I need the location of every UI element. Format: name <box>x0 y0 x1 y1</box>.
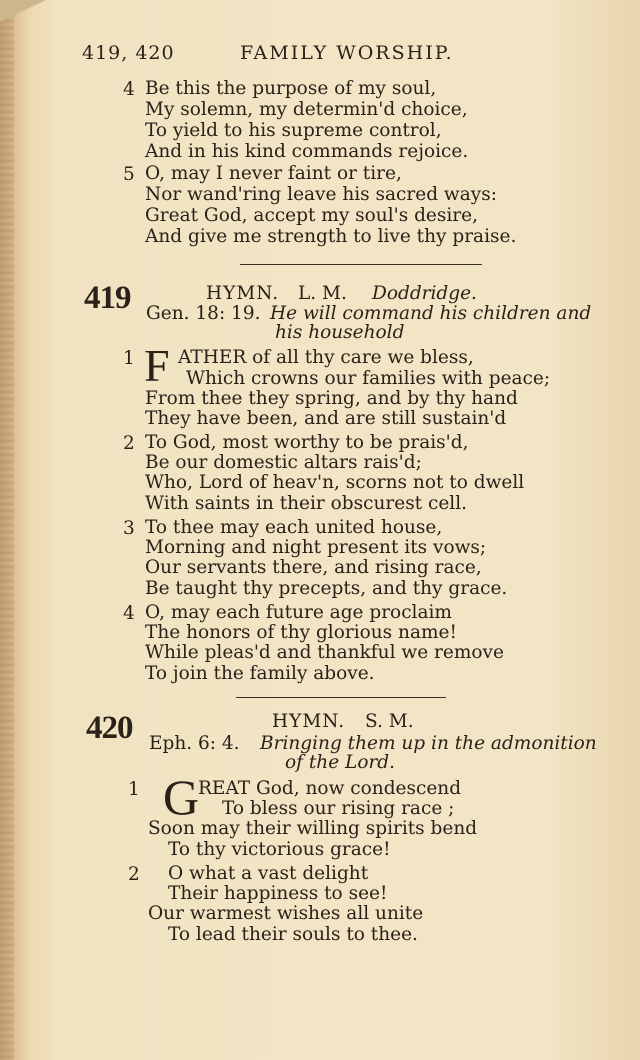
stanza-number: 1 <box>123 348 135 369</box>
hymn-number: 420 <box>86 710 133 746</box>
stanza-number: 2 <box>128 864 140 885</box>
verse-line: And in his kind commands rejoice. <box>145 141 469 162</box>
verse-line: And give me strength to live thy praise. <box>145 226 517 247</box>
epigraph-line: He will command his children and <box>270 303 592 324</box>
verse-line: While pleas'd and thankful we remove <box>145 642 504 663</box>
hymn-meter: L. M. <box>298 283 347 304</box>
folded-corner <box>0 0 46 22</box>
section-divider <box>240 264 482 265</box>
stanza-number: 4 <box>123 79 135 100</box>
verse-line: They have been, and are still sustain'd <box>145 408 507 429</box>
verse-line: The honors of thy glorious name! <box>145 622 457 643</box>
stanza-number: 5 <box>123 164 135 185</box>
verse-line: Nor wand'ring leave his sacred ways: <box>145 184 497 205</box>
verse-line: With saints in their obscurest cell. <box>145 493 468 514</box>
stanza-number: 3 <box>123 518 135 539</box>
section-divider <box>236 697 446 698</box>
drop-cap-letter: G <box>163 769 200 825</box>
header-page-numbers: 419, 420 <box>82 42 175 64</box>
epigraph-line: his household <box>275 322 405 343</box>
verse-line: To thee may each united house, <box>145 517 443 538</box>
verse-line: My solemn, my determin'd choice, <box>145 99 468 120</box>
verse-line: Soon may their willing spirits bend <box>148 818 478 839</box>
verse-line: To join the family above. <box>145 663 375 684</box>
hymn-label: HYMN. <box>272 711 346 732</box>
verse-line: Great God, accept my soul's desire, <box>145 205 478 226</box>
verse-line: Their happiness to see! <box>168 883 388 904</box>
hymn-author: Doddridge. <box>372 283 477 304</box>
stanza-number: 4 <box>123 603 135 624</box>
hymn-meter: S. M. <box>365 711 414 732</box>
verse-line: Our warmest wishes all unite <box>148 903 424 924</box>
epigraph-line: of the Lord. <box>285 752 396 773</box>
hymn-number: 419 <box>84 280 131 316</box>
verse-line: To lead their souls to thee. <box>168 924 418 945</box>
drop-cap-letter: F <box>144 340 170 391</box>
page-edge-shadow <box>0 0 14 1060</box>
verse-line: From thee they spring, and by thy hand <box>145 388 518 409</box>
verse-line: Be this the purpose of my soul, <box>145 78 437 99</box>
verse-line: Our servants there, and rising race, <box>145 557 482 578</box>
verse-line: Be our domestic altars rais'd; <box>145 452 422 473</box>
scripture-reference: Gen. 18: 19. <box>146 303 261 324</box>
verse-line: Which crowns our families with peace; <box>186 368 551 389</box>
epigraph-line: Bringing them up in the admonition <box>260 733 597 754</box>
hymn-label: HYMN. <box>206 283 280 304</box>
verse-line: ATHER of all thy care we bless, <box>178 347 474 368</box>
verse-line: To yield to his supreme control, <box>145 120 442 141</box>
verse-line: O, may I never faint or tire, <box>145 163 402 184</box>
header-title: FAMILY WORSHIP. <box>240 42 454 64</box>
verse-line: To thy victorious grace! <box>168 839 391 860</box>
verse-line: O what a vast delight <box>168 863 369 884</box>
scripture-reference: Eph. 6: 4. <box>149 733 240 754</box>
verse-line: O, may each future age proclaim <box>145 602 452 623</box>
verse-line: Morning and night present its vows; <box>145 537 487 558</box>
verse-line: To God, most worthy to be prais'd, <box>145 432 469 453</box>
verse-line: Who, Lord of heav'n, scorns not to dwell <box>145 472 525 493</box>
stanza-number: 1 <box>128 779 140 800</box>
stanza-number: 2 <box>123 433 135 454</box>
verse-line: To bless our rising race ; <box>222 798 455 819</box>
verse-line: REAT God, now condescend <box>198 778 462 799</box>
verse-line: Be taught thy precepts, and thy grace. <box>145 578 508 599</box>
